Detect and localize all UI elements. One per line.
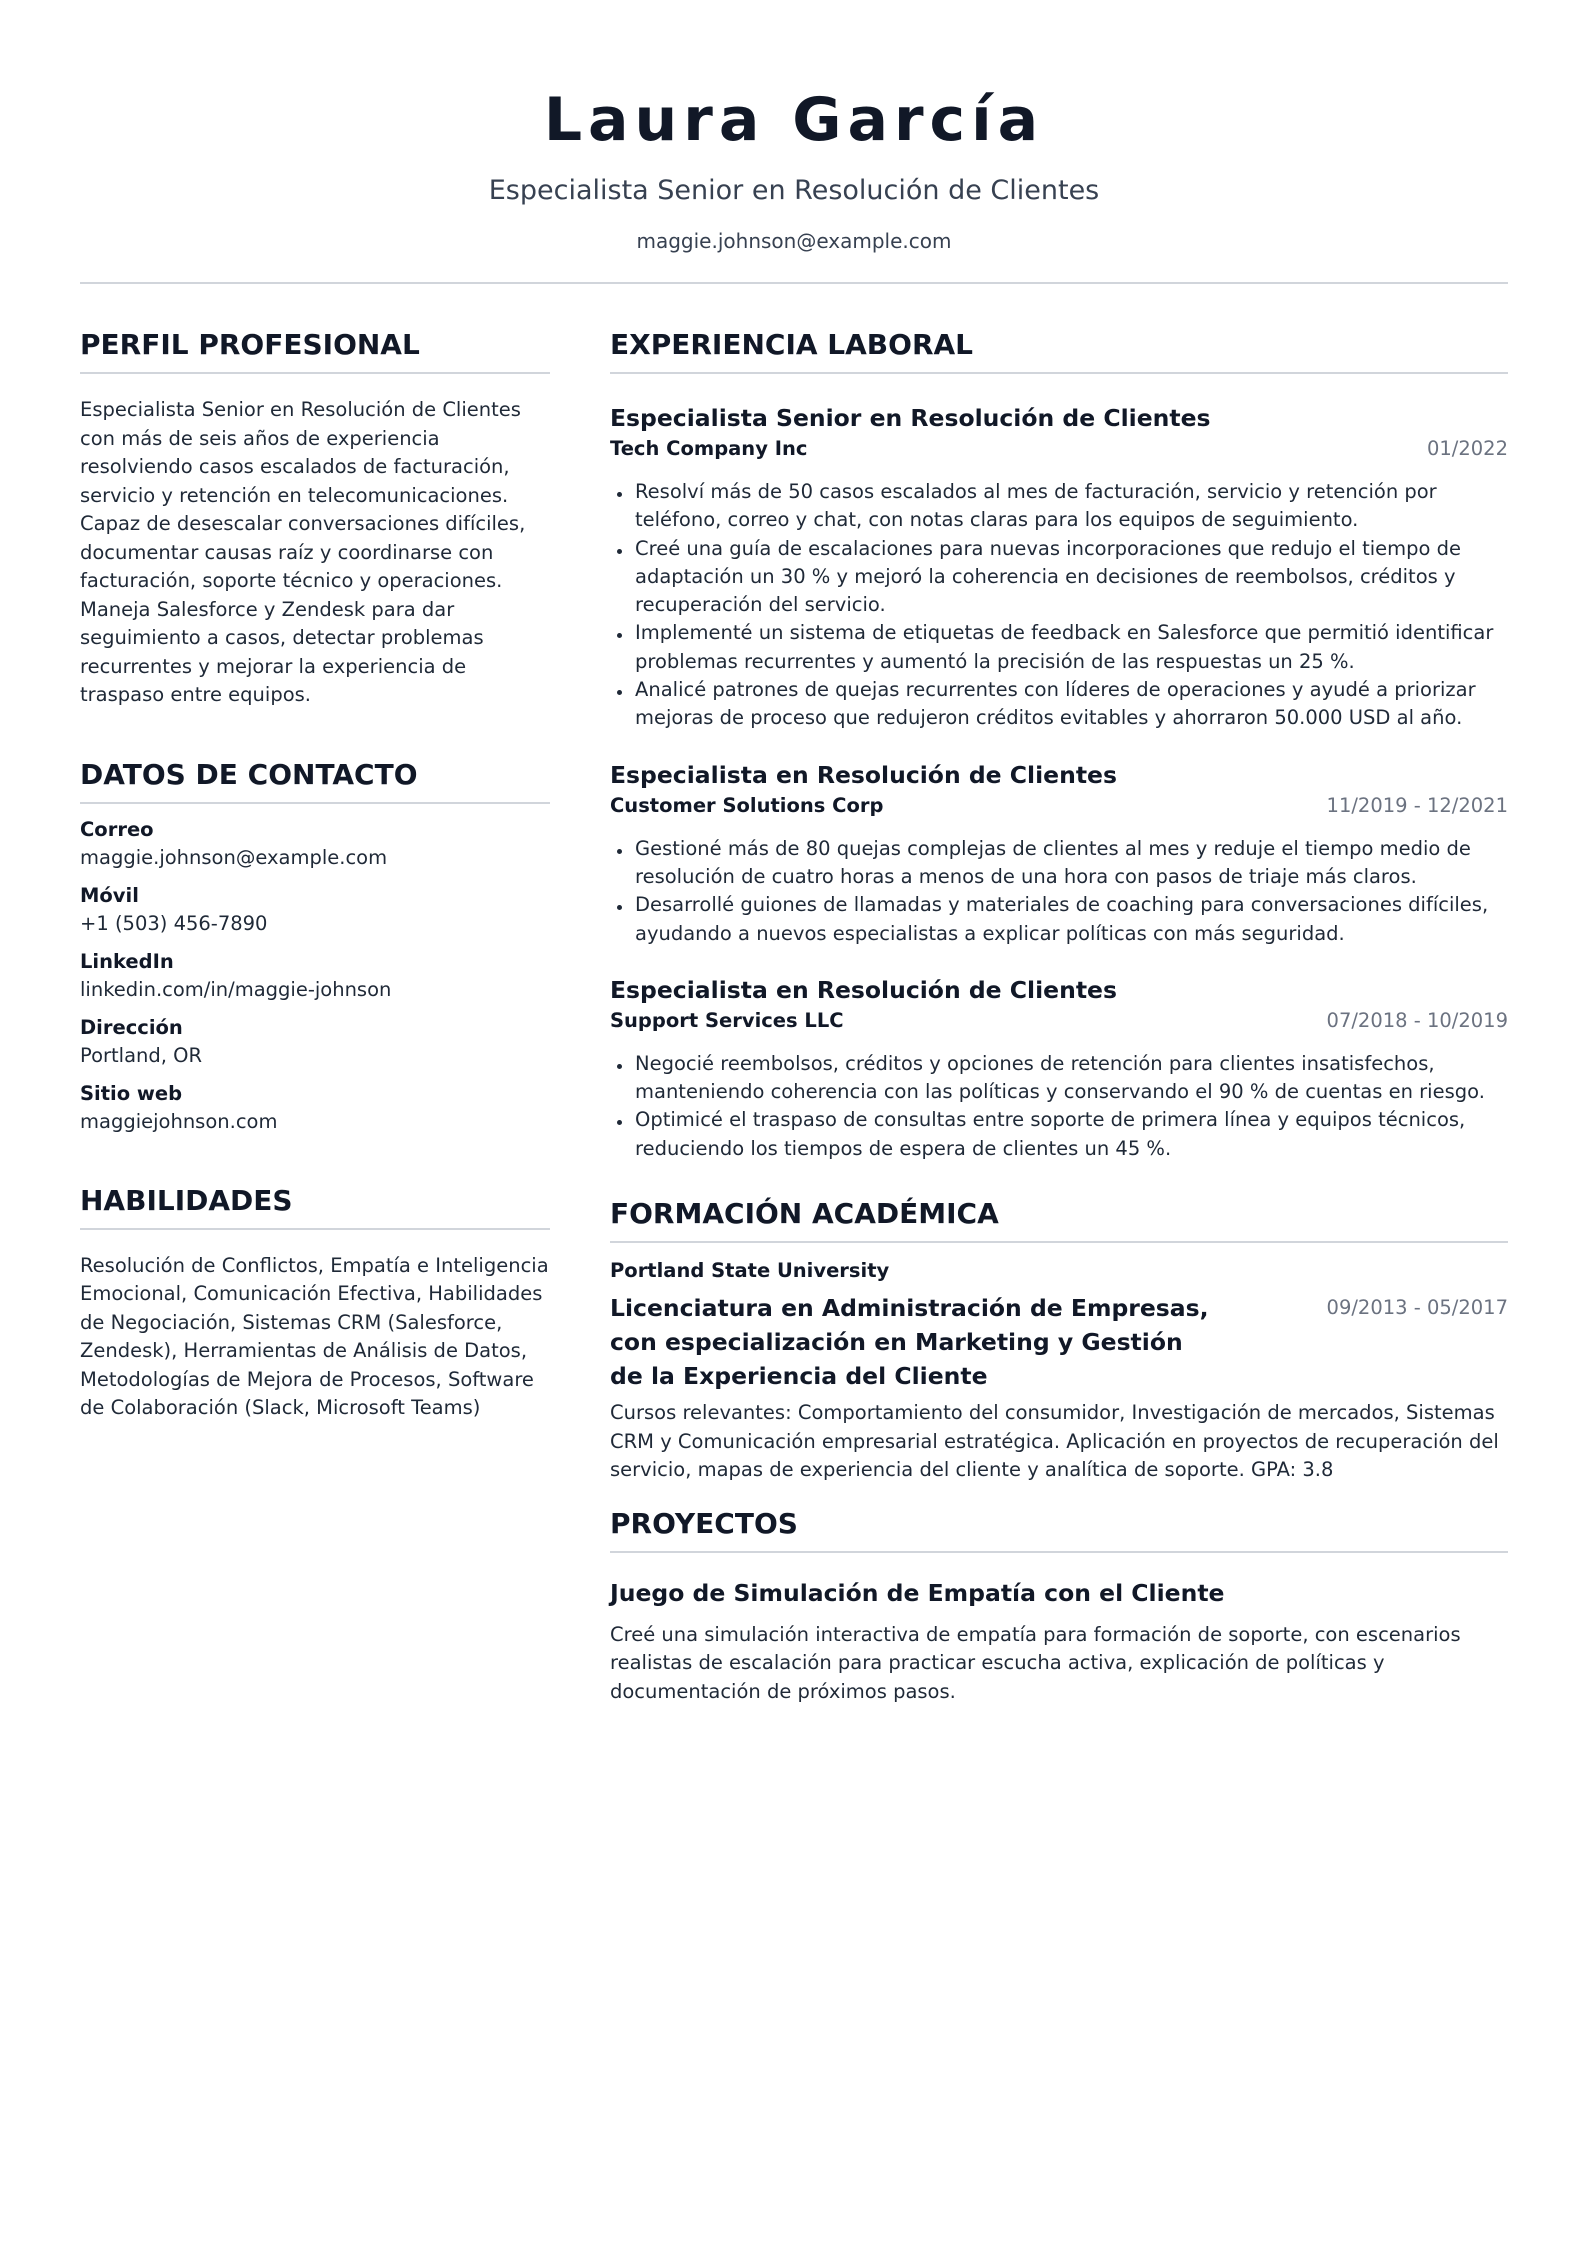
projects-section	[610, 1507, 1508, 1707]
candidate-name: Laura García	[543, 85, 1045, 155]
profile-section	[80, 328, 550, 710]
job-title: Especialista en Resolución de Clientes	[610, 975, 1117, 1004]
job-bullet: Implementé un sistema de etiquetas de feedback en Salesforce que permitió identificar problemas recurrentes y aumentó la precisión de las respuestas un 25 %.	[610, 619, 1508, 676]
education-description: Cursos relevantes: Comportamiento del consumidor, Investigación de mercados, Sistemas CRM y Comunicación empresarial estratégica. Aplicación en proyectos de recuperación del servicio, mapas de experiencia del cliente y analítica de soporte. GPA: 3.8	[610, 1401, 1499, 1482]
job-bullet: Desarrollé guiones de llamadas y materiales de coaching para conversaciones difíciles, ayudando a nuevos especialistas a explicar políticas con más seguridad.	[610, 891, 1508, 948]
skills-section	[80, 1184, 550, 1423]
job-entry	[610, 759, 1508, 948]
header-divider	[80, 282, 1508, 284]
job-meta	[610, 434, 1508, 464]
job-date: 07/2018 - 10/2019	[1326, 1008, 1508, 1032]
right-column	[610, 328, 1508, 1706]
resume-columns	[80, 328, 1508, 1706]
contact-label-website: Sitio web	[80, 1081, 183, 1105]
experience-heading: EXPERIENCIA LABORAL	[610, 328, 1508, 374]
contact-label-mobile: Móvil	[80, 883, 139, 907]
job-bullet: Negocié reembolsos, créditos y opciones de retención para clientes insatisfechos, manteniendo coherencia con las políticas y conservando el 90 % de cuentas en riesgo.	[610, 1050, 1508, 1107]
job-bullets	[610, 478, 1508, 733]
education-school: Portland State University	[610, 1259, 890, 1283]
contact-list	[80, 816, 550, 1136]
contact-value-linkedin: linkedin.com/in/maggie-johnson	[80, 977, 392, 1001]
job-bullet: Resolví más de 50 casos escalados al mes de facturación, servicio y retención por teléfono, correo y chat, con notas claras para los equipos de seguimiento.	[610, 478, 1508, 535]
project-title: Juego de Simulación de Empatía con el Cliente	[610, 1578, 1225, 1607]
job-bullet: Creé una guía de escalaciones para nuevas incorporaciones que redujo el tiempo de adaptación un 30 % y mejoró la coherencia en decisiones de reembolsos, créditos y recuperación del servicio.	[610, 535, 1508, 620]
skills-text: Resolución de Conflictos, Empatía e Inteligencia Emocional, Comunicación Efectiva, Habilidades de Negociación, Sistemas CRM (Salesforce, Zendesk), Herramientas de Análisis de Datos, Metodologías de Mejora de Procesos, Software de Colaboración (Slack, Microsoft Teams)	[80, 1253, 549, 1419]
education-section	[610, 1197, 1508, 1485]
job-bullets	[610, 835, 1508, 948]
education-degree: Licenciatura en Administración de Empresas, con especialización en Marketing y Gestión de la Experiencia del Cliente	[610, 1294, 1209, 1391]
job-company: Tech Company Inc	[610, 437, 808, 460]
job-date: 01/2022	[1426, 437, 1508, 460]
profile-text: Especialista Senior en Resolución de Clientes con más de seis años de experiencia resolviendo casos escalados de facturación, servicio y retención en telecomunicaciones. Capaz de desescalar conversaciones difíciles, documentar causas raíz y coordinarse con facturación, soporte técnico y operaciones. Maneja Salesforce y Zendesk para dar seguimiento a casos, detectar problemas recurrentes y mejorar la experiencia de traspaso entre equipos.	[80, 398, 526, 706]
job-title: Especialista Senior en Resolución de Clientes	[610, 404, 1211, 432]
education-date: 09/2013 - 05/2017	[1326, 1296, 1508, 1320]
experience-section	[610, 328, 1508, 1163]
contact-label-email: Correo	[80, 817, 154, 841]
job-bullet: Analicé patrones de quejas recurrentes con líderes de operaciones y ayudé a priorizar mejoras de proceso que redujeron créditos evitables y ahorraron 50.000 USD al año.	[610, 676, 1508, 733]
contact-value-mobile: +1 (503) 456-7890	[80, 911, 268, 935]
job-bullet: Optimicé el traspaso de consultas entre soporte de primera línea y equipos técnicos, reduciendo los tiempos de espera de clientes un 45 %.	[610, 1106, 1508, 1163]
contact-value-website: maggiejohnson.com	[80, 1109, 278, 1133]
left-column	[80, 328, 550, 1706]
job-title: Especialista en Resolución de Clientes	[610, 760, 1117, 789]
job-meta	[610, 791, 1508, 821]
projects-heading: PROYECTOS	[610, 1507, 1508, 1553]
project-description: Creé una simulación interactiva de empatía para formación de soporte, con escenarios realistas de escalación para practicar escucha activa, explicación de políticas y documentación de próximos pasos.	[610, 1622, 1461, 1703]
job-entry	[610, 402, 1508, 733]
job-company: Customer Solutions Corp	[610, 793, 884, 817]
resume-header	[80, 0, 1508, 254]
job-company: Support Services LLC	[610, 1008, 844, 1032]
skills-heading: HABILIDADES	[80, 1184, 550, 1230]
contact-label-address: Dirección	[80, 1015, 183, 1039]
job-entry	[610, 974, 1508, 1163]
candidate-title: Especialista Senior en Resolución de Clientes	[488, 175, 1100, 206]
job-bullet: Gestioné más de 80 quejas complejas de clientes al mes y reduje el tiempo medio de resolución de cuatro horas a menos de una hora con pasos de triaje más claros.	[610, 835, 1508, 892]
contact-value-email: maggie.johnson@example.com	[80, 845, 388, 869]
job-bullets	[610, 1050, 1508, 1163]
contact-value-address: Portland, OR	[80, 1043, 203, 1067]
contact-heading: DATOS DE CONTACTO	[80, 758, 550, 804]
profile-heading: PERFIL PROFESIONAL	[80, 328, 550, 374]
contact-section	[80, 758, 550, 1136]
education-heading: FORMACIÓN ACADÉMICA	[610, 1197, 1508, 1243]
job-meta	[610, 1006, 1508, 1036]
education-row	[610, 1291, 1508, 1393]
job-date: 11/2019 - 12/2021	[1326, 793, 1508, 817]
header-email: maggie.johnson@example.com	[636, 229, 952, 253]
contact-label-linkedin: LinkedIn	[80, 949, 174, 973]
